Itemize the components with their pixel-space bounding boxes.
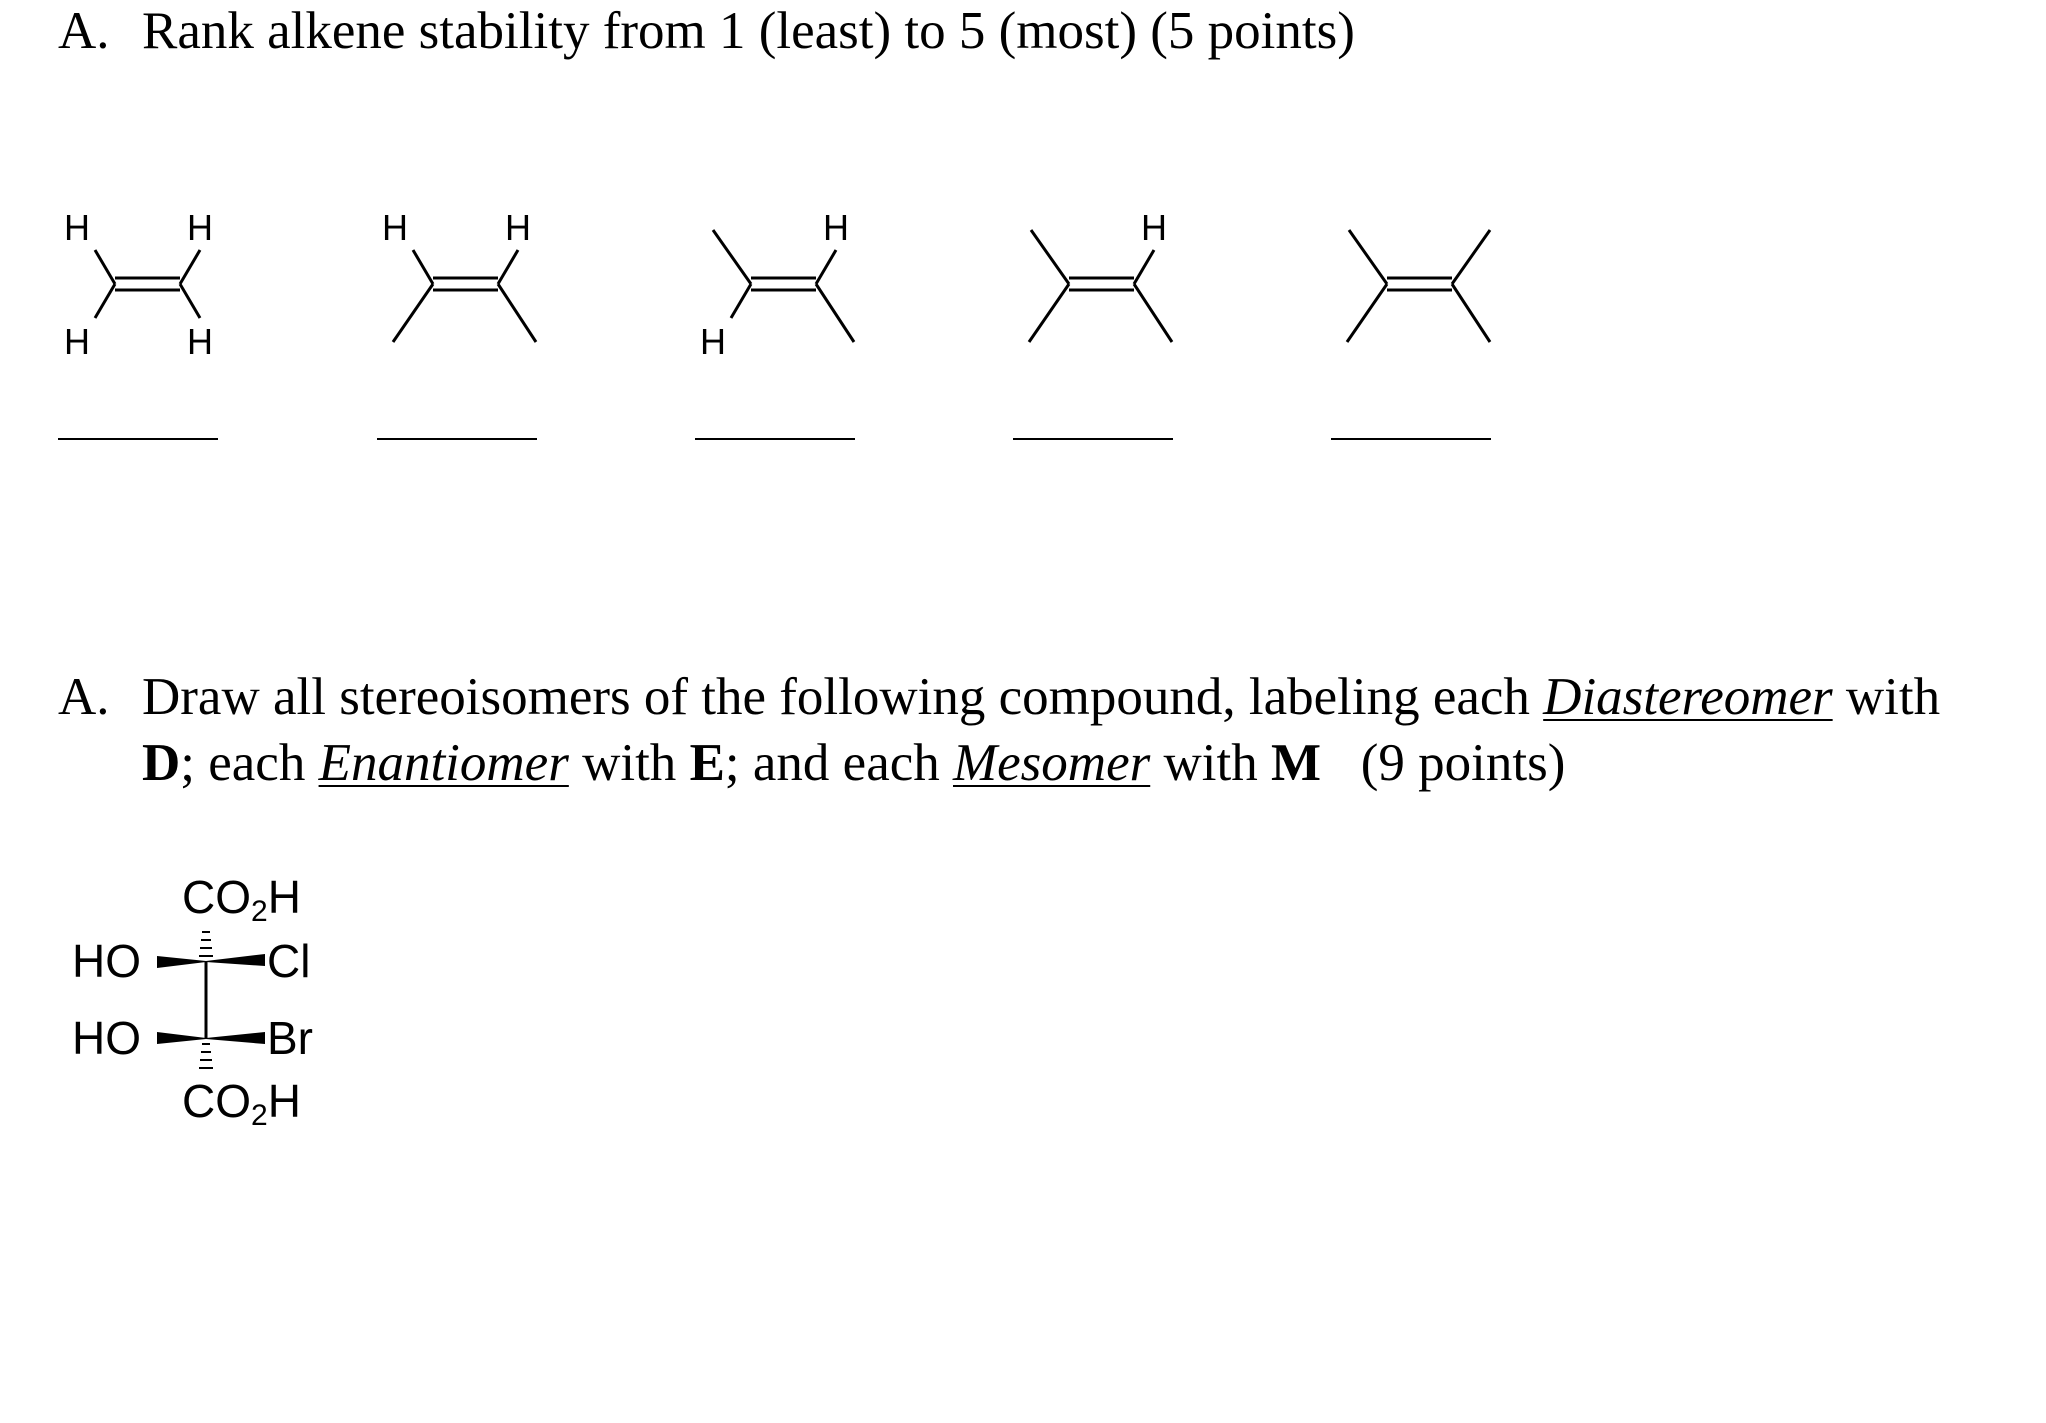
atom-h: H [187,207,213,248]
atom-h: H [382,207,408,248]
question-2-text-e: ; and each [724,734,953,792]
mesomer-term: Mesomer [953,734,1151,792]
answer-blank-5[interactable] [1331,438,1491,440]
atom-h: H [823,207,849,248]
alkene-3-trans-disubstituted [696,190,896,380]
stereo-compound-structure [60,850,380,1170]
top-co: CO [182,871,251,923]
alkene-1-ethylene [60,190,260,380]
question-1-prompt: Rank alkene stability from 1 (least) to 5 (most) (5 points) [142,2,1355,60]
question-2-points: (9 points) [1321,734,1566,792]
question-2-letter: A. [58,668,110,726]
diastereomer-term: Diastereomer [1543,668,1833,726]
alkene-4-trisubstituted [1014,190,1214,380]
atom-h: H [700,321,726,362]
answer-blank-1[interactable] [58,438,218,440]
question-2-line-2 [58,730,1940,796]
top-carboxyl-group [182,871,301,928]
top-h: H [267,871,301,923]
label-m: M [1270,734,1321,792]
question-1-title [58,0,1355,64]
upper-left-substituent: HO [72,935,141,987]
alkene-5-tetrasubstituted [1332,190,1532,380]
answer-blank-3[interactable] [695,438,855,440]
question-1-letter: A. [58,2,110,60]
lower-left-substituent: HO [72,1012,141,1064]
atom-h: H [187,321,213,362]
alkene-2-cis-disubstituted [378,190,578,380]
enantiomer-term: Enantiomer [318,734,569,792]
question-2-text-b: with [1832,668,1941,726]
answer-blank-4[interactable] [1013,438,1173,440]
lower-right-substituent: Br [267,1012,313,1064]
atom-h: H [64,321,90,362]
answer-blank-2[interactable] [377,438,537,440]
alkene-5-bonds [1332,190,1532,380]
atom-h: H [1141,207,1167,248]
atom-h: H [64,207,90,248]
bottom-carboxyl-group [182,1075,301,1132]
upper-right-substituent: Cl [267,935,311,987]
alkene-4-bonds [1014,190,1214,380]
atom-h: H [505,207,531,248]
question-2-text-f: with [1150,734,1271,792]
bottom-h: H [267,1075,301,1127]
top-subscript: 2 [251,895,268,928]
label-d: D [142,734,181,792]
question-2-text-a: Draw all stereoisomers of the following compound, labeling each [142,668,1544,726]
question-2-title [58,664,1940,796]
label-e: E [689,734,725,792]
question-2-text-d: with [568,734,690,792]
bottom-subscript: 2 [251,1099,268,1132]
bottom-co: CO [182,1075,251,1127]
question-2-text-c: ; each [180,734,319,792]
